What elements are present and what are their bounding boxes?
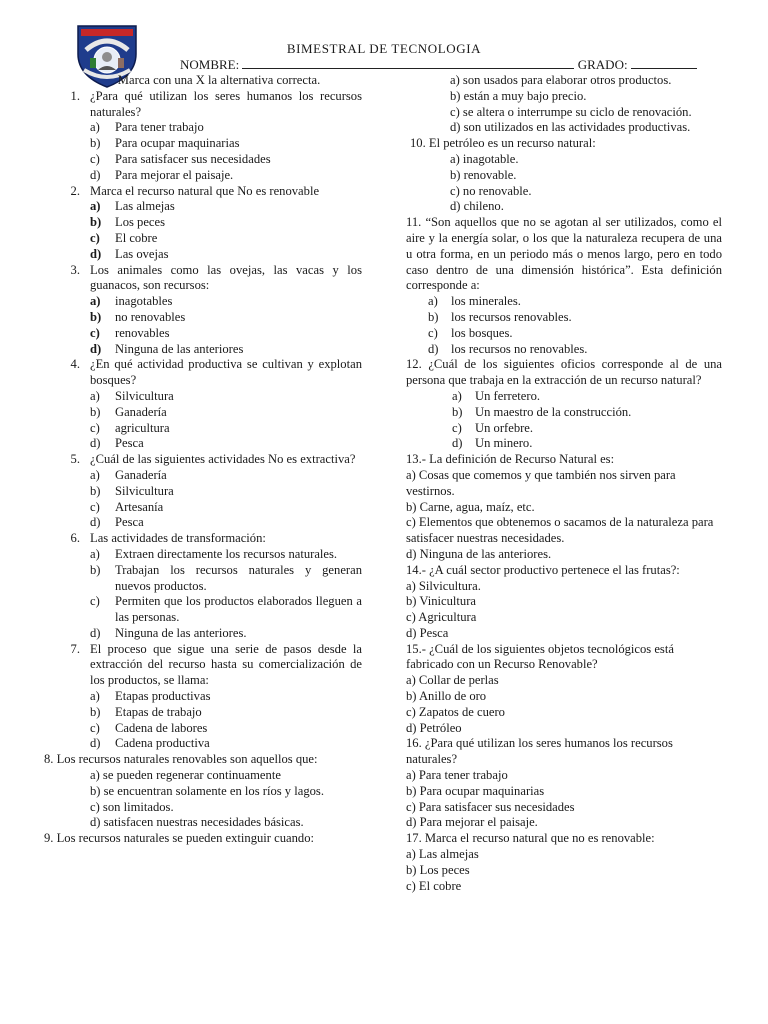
name-label: NOMBRE:: [180, 57, 240, 72]
option[interactable]: b) se encuentran solamente en los ríos y lagos.: [90, 783, 324, 798]
option[interactable]: d) son utilizados en las actividades productivas.: [450, 120, 691, 135]
option[interactable]: d) satisfacen nuestras necesidades básicas.: [90, 815, 304, 830]
option[interactable]: a) Etapas productivas: [90, 689, 211, 704]
question-text: 11. “Son aquellos que no se agotan al ser utilizados, como el aire y la energía solar, o los que la naturaleza recupera de una u otra forma, en un periodo más o menos largo, pero en todo caso dentro de una dimensión histórica”. Esta definición corresponde a:: [406, 215, 723, 293]
option[interactable]: b) Etapas de trabajo: [90, 704, 202, 719]
option[interactable]: b) Los peces: [406, 862, 470, 877]
option[interactable]: b) no renovables: [90, 309, 186, 324]
right-column: [406, 73, 722, 894]
option[interactable]: a) son usados para elaborar otros productos.: [450, 73, 672, 87]
question-number: 8.: [44, 752, 54, 767]
option[interactable]: d) Ninguna de las anteriores.: [90, 625, 247, 640]
question-text: 15.- ¿Cuál de los siguientes objetos tecnológicos está fabricado con un Recurso Renovable?: [406, 641, 674, 672]
question-13: [406, 452, 722, 563]
question-text: ¿En qué actividad productiva se cultivan y explotan bosques?: [90, 357, 362, 388]
option[interactable]: a) Las almejas: [90, 199, 175, 214]
option[interactable]: d) los recursos no renovables.: [428, 341, 588, 356]
question-number: 7.: [70, 641, 80, 656]
question-text: 12. ¿Cuál de los siguientes oficios corresponde al de una persona que trabaja en la extracción de un recurso natural?: [406, 357, 722, 388]
option[interactable]: b) Trabajan los recursos naturales y generan nuevos productos.: [90, 562, 362, 593]
question-text: 8. Los recursos naturales renovables son aquellos que:: [44, 752, 318, 767]
option[interactable]: c) Zapatos de cuero: [406, 704, 505, 719]
question-number: 3.: [70, 262, 80, 277]
question-number: 1.: [70, 88, 80, 103]
option[interactable]: b) Vinicultura: [406, 594, 477, 609]
question-number: 2.: [70, 183, 80, 198]
option[interactable]: d) Ninguna de las anteriores.: [406, 546, 552, 561]
option[interactable]: c) Agricultura: [406, 610, 477, 625]
option[interactable]: c) Cadena de labores: [90, 720, 208, 735]
option[interactable]: c) Para satisfacer sus necesidades: [406, 799, 575, 814]
question-15: [406, 642, 722, 737]
instruction-text: Marca con una X la alternativa correcta.: [117, 73, 321, 87]
question-1: [44, 89, 362, 184]
option[interactable]: b) están a muy bajo precio.: [450, 88, 587, 103]
grade-field[interactable]: [631, 57, 697, 69]
question-number: 9.: [44, 831, 54, 846]
question-number: 11.: [406, 215, 422, 230]
option[interactable]: d) Pesca: [406, 625, 449, 640]
option[interactable]: c) se altera o interrumpe su ciclo de renovación.: [450, 104, 692, 119]
question-17: [406, 831, 722, 894]
name-field[interactable]: [242, 57, 574, 69]
question-4: [44, 357, 362, 452]
option[interactable]: b) Para ocupar maquinarias: [90, 136, 240, 151]
question-5: [44, 452, 362, 531]
option[interactable]: c) Permiten que los productos elaborados lleguen a las personas.: [90, 594, 362, 625]
question-14: [406, 563, 722, 642]
option[interactable]: a) inagotables: [90, 294, 173, 309]
question-10: [406, 136, 722, 215]
option[interactable]: c) Elementos que obtenemos o sacamos de la naturaleza para satisfacer nuestras necesidades.: [406, 515, 714, 546]
question-text: 16. ¿Para qué utilizan los seres humanos los recursos naturales?: [406, 736, 673, 767]
question-number: 4.: [70, 357, 80, 372]
option[interactable]: a) los minerales.: [428, 294, 521, 309]
option[interactable]: b) los recursos renovables.: [428, 309, 572, 324]
option[interactable]: d) Un minero.: [452, 436, 533, 451]
option[interactable]: a) inagotable.: [450, 151, 519, 166]
option[interactable]: a) Silvicultura.: [406, 578, 481, 593]
option[interactable]: a) Silvicultura: [90, 388, 174, 403]
option[interactable]: c) Un orfebre.: [452, 420, 534, 435]
option[interactable]: d) Para mejorar el paisaje.: [406, 815, 538, 830]
option[interactable]: b) Carne, agua, maíz, etc.: [406, 499, 535, 514]
question-number: 15.-: [406, 641, 426, 656]
option[interactable]: c) renovables: [90, 325, 170, 340]
question-9-options: [406, 73, 722, 136]
question-6: [44, 531, 362, 642]
option[interactable]: a) Ganadería: [90, 467, 167, 482]
option[interactable]: b) Silvicultura: [90, 483, 174, 498]
option[interactable]: d) chileno.: [450, 199, 504, 214]
option[interactable]: b) Para ocupar maquinarias: [406, 783, 545, 798]
question-text: 17. Marca el recurso natural que no es renovable:: [406, 831, 655, 846]
option[interactable]: b) Ganadería: [90, 404, 167, 419]
question-number: 6.: [70, 531, 80, 546]
option[interactable]: c) agricultura: [90, 420, 170, 435]
question-text: 14.- ¿A cuál sector productivo pertenece el las frutas?:: [406, 562, 680, 577]
question-text: El proceso que sigue una serie de pasos desde la extracción del recurso hasta su comercialización de los productos, se llama:: [90, 641, 362, 688]
option[interactable]: d) Ninguna de las anteriores: [90, 341, 244, 356]
option[interactable]: a) Cosas que comemos y que también nos sirven para vestirnos.: [406, 467, 676, 498]
student-info-line: [180, 57, 697, 73]
question-number: 12.: [406, 357, 422, 372]
option[interactable]: a) Extraen directamente los recursos naturales.: [90, 546, 338, 561]
option[interactable]: c) no renovable.: [450, 183, 532, 198]
option[interactable]: a) se pueden regenerar continuamente: [90, 768, 281, 783]
option[interactable]: c) El cobre: [90, 230, 158, 245]
question-number: 10.: [410, 136, 426, 151]
option[interactable]: a) Para tener trabajo: [406, 768, 508, 783]
option[interactable]: a) Para tener trabajo: [90, 120, 204, 135]
question-text: Los animales como las ovejas, las vacas y los guanacos, son recursos:: [90, 262, 362, 293]
question-16: [406, 736, 722, 831]
option[interactable]: d) Las ovejas: [90, 246, 169, 261]
question-text: ¿Para qué utilizan los seres humanos los recursos naturales?: [90, 88, 362, 119]
question-text: 9. Los recursos naturales se pueden extinguir cuando:: [44, 831, 315, 846]
question-number: 5.: [70, 452, 80, 467]
option[interactable]: d) Pesca: [90, 515, 144, 530]
grade-label: GRADO:: [577, 57, 628, 72]
left-column: [44, 73, 362, 847]
option[interactable]: d) Pesca: [90, 436, 144, 451]
question-text: ¿Cuál de las siguientes actividades No es extractiva?: [90, 452, 356, 467]
option[interactable]: c) Artesanía: [90, 499, 164, 514]
option[interactable]: b) Un maestro de la construcción.: [452, 404, 632, 419]
option[interactable]: c) Para satisfacer sus necesidades: [90, 151, 271, 166]
option[interactable]: a) Las almejas: [406, 847, 479, 862]
question-7: [44, 642, 362, 753]
option[interactable]: a) Collar de perlas: [406, 673, 499, 688]
question-number: 13.-: [406, 452, 426, 467]
option[interactable]: d) Para mejorar el paisaje.: [90, 167, 234, 182]
exam-title: BIMESTRAL DE TECNOLOGIA: [286, 41, 482, 56]
option[interactable]: d) Cadena productiva: [90, 736, 210, 751]
question-text: 10. El petróleo es un recurso natural:: [410, 136, 596, 151]
question-8: [44, 752, 362, 831]
question-text: Las actividades de transformación:: [90, 531, 266, 546]
question-text: 13.- La definición de Recurso Natural es:: [406, 452, 615, 467]
option[interactable]: c) los bosques.: [428, 325, 513, 340]
option[interactable]: b) renovable.: [450, 167, 517, 182]
option[interactable]: c) son limitados.: [90, 799, 174, 814]
question-number: 17.: [406, 831, 422, 846]
question-12: [406, 357, 722, 452]
question-2: [44, 184, 362, 263]
question-3: [44, 263, 362, 358]
question-9: [44, 831, 362, 847]
question-11: [406, 215, 722, 357]
question-number: 14.-: [406, 562, 426, 577]
option[interactable]: b) Los peces: [90, 215, 166, 230]
option[interactable]: d) Petróleo: [406, 720, 462, 735]
question-text: Marca el recurso natural que No es renovable: [90, 183, 320, 198]
question-number: 16.: [406, 736, 422, 751]
option[interactable]: a) Un ferretero.: [452, 388, 541, 403]
option[interactable]: c) El cobre: [406, 878, 462, 893]
option[interactable]: b) Anillo de oro: [406, 689, 487, 704]
